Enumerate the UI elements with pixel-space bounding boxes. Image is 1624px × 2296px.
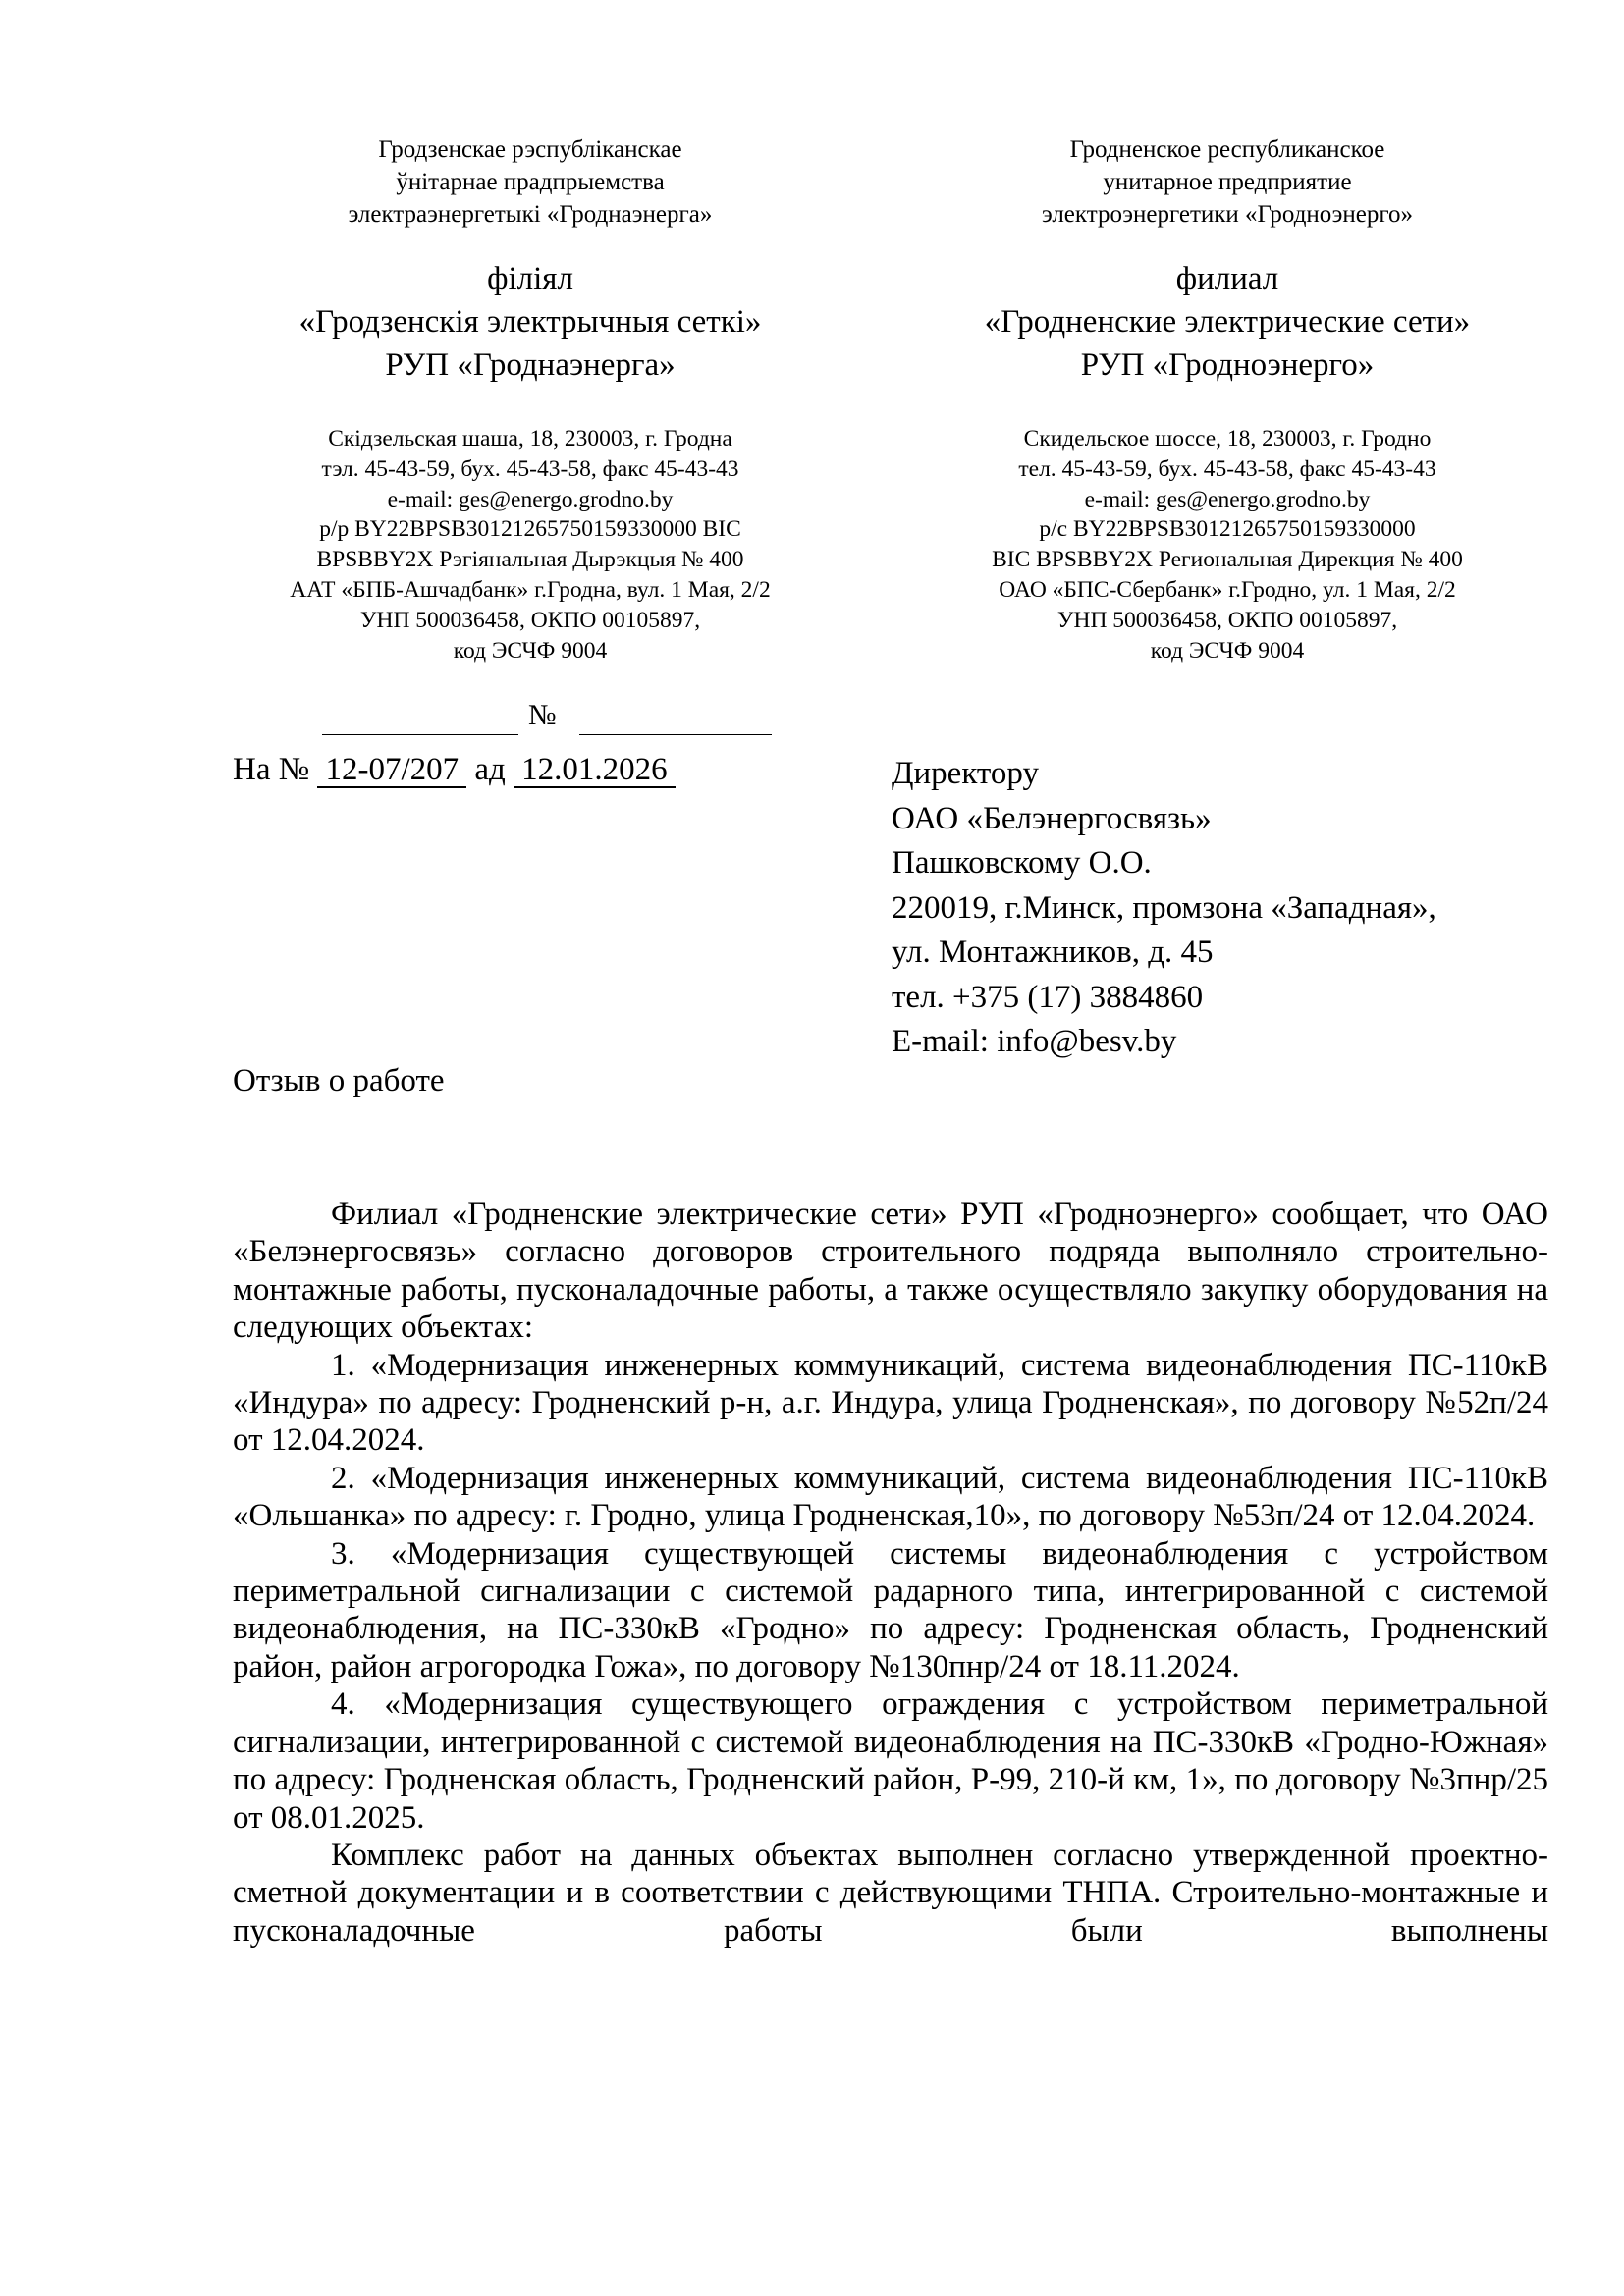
- body-list-item: 3. «Модернизация существующей системы видеонаблюдения с устройством периметральной сигнализации с системой радарного типа, интегрированной с системой видеонаблюдения, на ПС-330кВ «Гродно» по адресу: Гродненская область, Гродненский район, район агрогородка Гожа», по договору №130пнр/24 от 18.11.2024.: [233, 1535, 1548, 1684]
- org-line: электроэнергетики «Гродноэнерго»: [1042, 201, 1413, 228]
- branch-name-be: [226, 257, 835, 387]
- contact-line: BPSBBY2X Рэгіянальная Дырэкцыя № 400: [316, 547, 744, 573]
- letter-subject: Отзыв о работе: [233, 1063, 445, 1098]
- reply-prefix: На №: [233, 752, 310, 787]
- contact-line: код ЭСЧФ 9004: [1150, 637, 1305, 664]
- org-line: Гродзенскае рэспубліканскае: [378, 136, 682, 163]
- body-list-item: 1. «Модернизация инженерных коммуникаций, система видеонаблюдения ПС-110кВ «Индура» по адресу: Гродненский р-н, а.г. Индура, улица Гродненская», по договору №52п/24 от 12.04.2024.: [233, 1347, 1548, 1459]
- addressee-line: тел. +375 (17) 3884860: [892, 979, 1204, 1015]
- branch-line: «Гродзенскія электрычныя сеткі»: [298, 304, 762, 340]
- org-name-be: [226, 133, 835, 231]
- contact-line: код ЭСЧФ 9004: [453, 637, 608, 664]
- body-paragraph: Филиал «Гродненские электрические сети» РУП «Гродноэнерго» сообщает, что ОАО «Белэнергосвязь» согласно договоров строительного подряда выполняло строительно-монтажные работы, пусконаладочные работы, а также осуществляло закупку оборудования на следующих объектах:: [233, 1197, 1548, 1346]
- contacts-be: [226, 424, 835, 666]
- branch-line: філіял: [487, 261, 573, 296]
- org-name-ru: [889, 133, 1566, 231]
- addressee-line: ОАО «Белэнергосвязь»: [892, 800, 1212, 836]
- addressee-email: E-mail: info@besv.by: [892, 1024, 1177, 1059]
- addressee-line: Директору: [892, 756, 1039, 791]
- contact-line: ОАО «БПС-Сбербанк» г.Гродно, ул. 1 Мая, 2/2: [999, 576, 1456, 603]
- branch-line: РУП «Гродноэнерго»: [1080, 347, 1375, 383]
- addressee-line: Пашковскому О.О.: [892, 845, 1152, 881]
- contact-line: тел. 45-43-59, бух. 45-43-58, факс 45-43-43: [1018, 455, 1436, 482]
- contact-line: р/с BY22BPSB30121265750159330000: [1039, 516, 1416, 543]
- org-line: ўнітарнае прадпрыемства: [396, 169, 665, 195]
- contact-line: BIC BPSBBY2X Региональная Дирекция № 400: [992, 547, 1463, 573]
- outgoing-number-blank: [579, 705, 772, 735]
- contact-line: УНП 500036458, ОКПО 00105897,: [359, 607, 701, 633]
- letter-body: [233, 1196, 1548, 1949]
- date-prefix: ад: [474, 752, 506, 787]
- contact-line: ААТ «БПБ-Ашчадбанк» г.Гродна, вул. 1 Мая, 2/2: [290, 576, 771, 603]
- branch-name-ru: [889, 257, 1566, 387]
- org-line: электраэнергетыкі «Гроднаэнерга»: [348, 201, 713, 228]
- contact-line: р/р BY22BPSB30121265750159330000 BIC: [319, 516, 741, 543]
- contacts-ru: [889, 424, 1566, 666]
- number-sign: №: [528, 699, 557, 731]
- branch-line: РУП «Гроднаэнерга»: [385, 347, 676, 383]
- body-paragraph: Комплекс работ на данных объектах выполнен согласно утвержденной проектно-сметной документации и в соответствии с действующими ТНПА. Строительно-монтажные и пусконаладочные работы были выполнены: [233, 1837, 1548, 1949]
- addressee-line: ул. Монтажников, д. 45: [892, 934, 1214, 970]
- contact-email: e-mail: ges@energo.grodno.by: [1084, 486, 1371, 512]
- outgoing-registration: [322, 699, 774, 744]
- reply-number: 12-07/207: [317, 753, 466, 788]
- addressee-block: [892, 752, 1436, 1065]
- outgoing-date-blank: [322, 705, 518, 735]
- branch-line: филиал: [1175, 261, 1279, 296]
- reply-reference: [233, 752, 676, 788]
- body-list-item: 4. «Модернизация существующего ограждения с устройством периметральной сигнализации, интегрированной с системой видеонаблюдения на ПС-330кВ «Гродно-Южная» по адресу: Гродненская область, Гродненский район, Р-99, 210-й км, 1», по договору №3пнр/25 от 08.01.2025.: [233, 1686, 1548, 1836]
- contact-email: e-mail: ges@energo.grodno.by: [387, 486, 674, 512]
- org-line: унитарное предприятие: [1103, 169, 1352, 195]
- contact-line: Скидельское шоссе, 18, 230003, г. Гродно: [1023, 426, 1432, 452]
- reply-date: 12.01.2026: [514, 753, 676, 788]
- contact-line: УНП 500036458, ОКПО 00105897,: [1056, 607, 1398, 633]
- branch-line: «Гродненские электрические сети»: [984, 304, 1471, 340]
- contact-line: тэл. 45-43-59, бух. 45-43-58, факс 45-43-43: [321, 455, 739, 482]
- contact-line: Скідзельская шаша, 18, 230003, г. Гродна: [328, 426, 732, 452]
- body-list-item: 2. «Модернизация инженерных коммуникаций, система видеонаблюдения ПС-110кВ «Ольшанка» по адресу: г. Гродно, улица Гродненская,10», по договору №53п/24 от 12.04.2024.: [233, 1460, 1548, 1534]
- addressee-line: 220019, г.Минск, промзона «Западная»,: [892, 889, 1436, 926]
- org-line: Гродненское республиканское: [1069, 136, 1385, 163]
